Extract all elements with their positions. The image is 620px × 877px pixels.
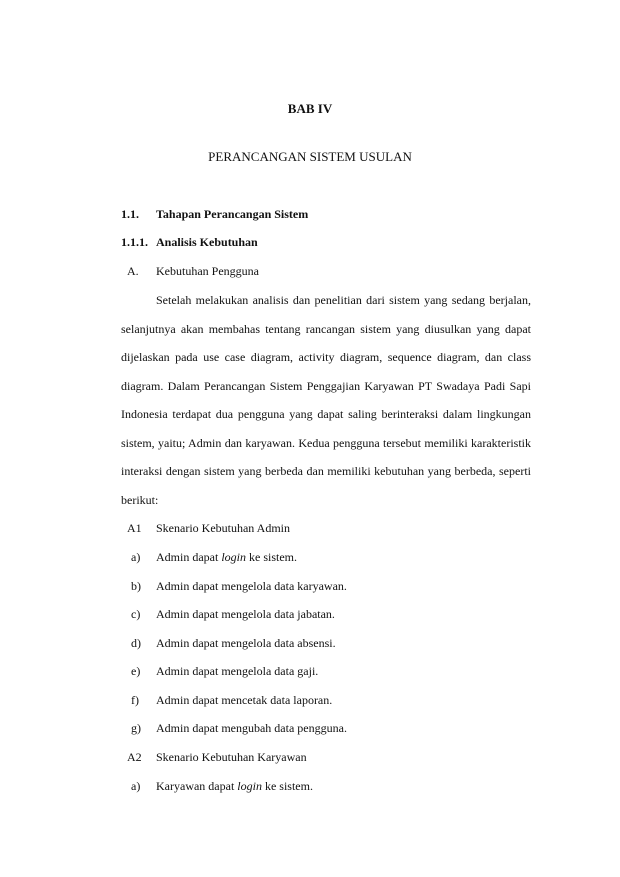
paragraph-line: Setelah melakukan analisis dan penelitian dari sistem yang sedang berjalan, bbox=[156, 293, 531, 307]
list-item: Admin dapat mengelola data absensi. bbox=[156, 636, 336, 650]
paragraph-line: Indonesia terdapat dua pengguna yang dapat saling berinteraksi dalam lingkungan bbox=[121, 407, 531, 421]
paragraph-line: diagram. Dalam Perancangan Sistem Penggajian Karyawan PT Swadaya Padi Sapi bbox=[121, 379, 531, 393]
subsection-number: 1.1.1. bbox=[121, 235, 148, 249]
list-item: Admin dapat mengelola data jabatan. bbox=[156, 607, 335, 621]
paragraph-line: dijelaskan pada use case diagram, activity diagram, sequence diagram, dan class bbox=[121, 350, 531, 364]
item-a-label: A. bbox=[127, 264, 139, 278]
list-item-letter: d) bbox=[131, 636, 141, 650]
subsection-title: Analisis Kebutuhan bbox=[156, 235, 258, 249]
section-number: 1.1. bbox=[121, 207, 139, 221]
chapter-number: BAB IV bbox=[287, 101, 333, 116]
list-item: Admin dapat login ke sistem. bbox=[156, 550, 297, 564]
admin-label: A1 bbox=[127, 521, 142, 535]
paragraph-line: sistem, yaitu; Admin dan karyawan. Kedua pengguna tersebut memiliki karakteristik bbox=[121, 436, 531, 450]
section-title: Tahapan Perancangan Sistem bbox=[156, 207, 309, 221]
list-item: Admin dapat mengelola data gaji. bbox=[156, 664, 319, 678]
list-item: Admin dapat mengelola data karyawan. bbox=[156, 579, 347, 593]
admin-title: Skenario Kebutuhan Admin bbox=[156, 521, 290, 535]
paragraph-line: interaksi dengan sistem yang berbeda dan memiliki kebutuhan yang berbeda, seperti bbox=[121, 464, 531, 478]
list-item-letter: b) bbox=[131, 579, 141, 593]
list-item-letter: a) bbox=[131, 779, 141, 793]
paragraph-line: berikut: bbox=[121, 493, 159, 507]
list-item: Admin dapat mengubah data pengguna. bbox=[156, 721, 347, 735]
list-item-letter: f) bbox=[131, 693, 139, 707]
chapter-title: PERANCANGAN SISTEM USULAN bbox=[208, 149, 412, 164]
list-item: Admin dapat mencetak data laporan. bbox=[156, 693, 333, 707]
karyawan-title: Skenario Kebutuhan Karyawan bbox=[156, 750, 307, 764]
list-item: Karyawan dapat login ke sistem. bbox=[156, 779, 313, 793]
karyawan-label: A2 bbox=[127, 750, 142, 764]
list-item-letter: e) bbox=[131, 664, 141, 678]
paragraph-line: selanjutnya akan membahas tentang rancangan sistem yang diusulkan yang dapat bbox=[121, 322, 531, 336]
item-a-title: Kebutuhan Pengguna bbox=[156, 264, 259, 278]
list-item-letter: a) bbox=[131, 550, 141, 564]
list-item-letter: g) bbox=[131, 721, 141, 735]
list-item-letter: c) bbox=[131, 607, 141, 621]
